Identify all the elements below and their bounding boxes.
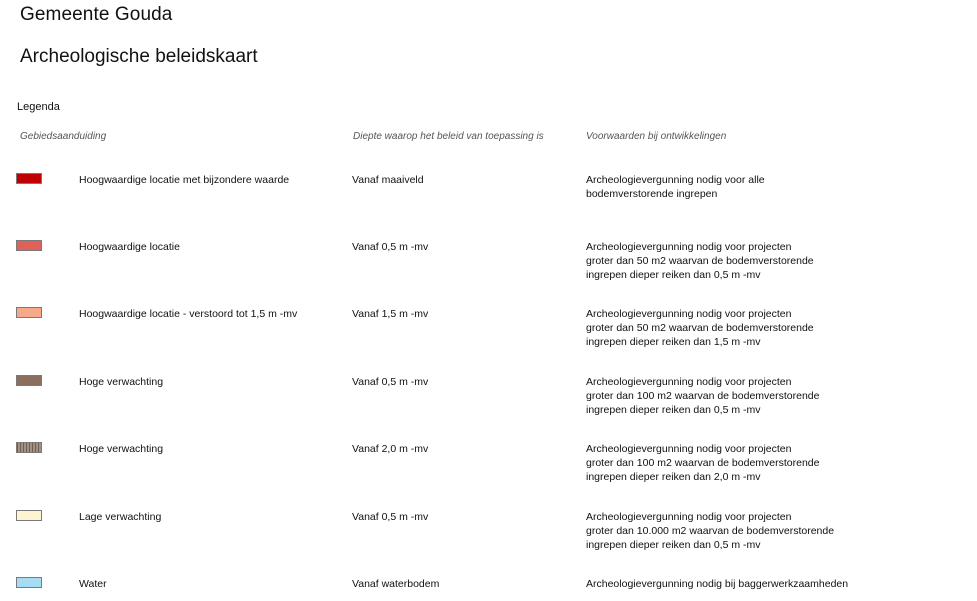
legend-row	[0, 375, 977, 435]
depth-value: Vanaf maaiveld	[352, 174, 424, 186]
map-subtitle: Archeologische beleidskaart	[20, 46, 258, 67]
area-label: Water	[79, 578, 107, 590]
area-label: Hoogwaardige locatie met bijzondere waarde	[79, 174, 290, 186]
legend-swatch	[16, 442, 42, 453]
conditions-text: Archeologievergunning nodig voor projecten groter dan 100 m2 waarvan de bodemverstorende ingrepen dieper reiken dan 2,0 m -mv	[586, 443, 820, 483]
depth-value: Vanaf 2,0 m -mv	[352, 443, 429, 455]
area-label: Hoge verwachting	[79, 376, 164, 388]
legend-swatch	[16, 173, 42, 184]
legend-swatch	[16, 307, 42, 318]
page-title: Gemeente Gouda	[20, 4, 173, 25]
legend-row	[0, 577, 977, 597]
legend-row	[0, 442, 977, 502]
legend-row	[0, 510, 977, 570]
conditions-text: Archeologievergunning nodig bij baggerwerkzaamheden	[586, 578, 849, 590]
area-label: Hoogwaardige locatie	[79, 241, 180, 253]
column-header-area: Gebiedsaanduiding	[20, 131, 107, 142]
legend-row	[0, 240, 977, 300]
legend-row	[0, 173, 977, 233]
conditions-text: Archeologievergunning nodig voor projecten groter dan 50 m2 waarvan de bodemverstorende ingrepen dieper reiken dan 0,5 m -mv	[586, 241, 814, 281]
depth-value: Vanaf 0,5 m -mv	[352, 376, 429, 388]
legend-label: Legenda	[17, 101, 60, 113]
legend-swatch	[16, 240, 42, 251]
conditions-text: Archeologievergunning nodig voor projecten groter dan 100 m2 waarvan de bodemverstorende ingrepen dieper reiken dan 0,5 m -mv	[586, 376, 820, 416]
depth-value: Vanaf 0,5 m -mv	[352, 511, 429, 523]
area-label: Hoge verwachting	[79, 443, 164, 455]
conditions-text: Archeologievergunning nodig voor alle bodemverstorende ingrepen	[586, 174, 765, 200]
conditions-text: Archeologievergunning nodig voor projecten groter dan 10.000 m2 waarvan de bodemverstorende ingrepen dieper reiken dan 0,5 m -mv	[586, 511, 835, 551]
column-header-conditions: Voorwaarden bij ontwikkelingen	[586, 131, 727, 142]
conditions-text: Archeologievergunning nodig voor projecten groter dan 50 m2 waarvan de bodemverstorende ingrepen dieper reiken dan 1,5 m -mv	[586, 308, 814, 348]
area-label: Lage verwachting	[79, 511, 162, 523]
legend-swatch	[16, 375, 42, 386]
area-label: Hoogwaardige locatie - verstoord tot 1,5 m -mv	[79, 308, 298, 320]
column-header-depth: Diepte waarop het beleid van toepassing is	[353, 131, 544, 142]
depth-value: Vanaf 1,5 m -mv	[352, 308, 429, 320]
depth-value: Vanaf 0,5 m -mv	[352, 241, 429, 253]
legend-row	[0, 307, 977, 367]
legend-swatch	[16, 510, 42, 521]
depth-value: Vanaf waterbodem	[352, 578, 440, 590]
legend-swatch	[16, 577, 42, 588]
